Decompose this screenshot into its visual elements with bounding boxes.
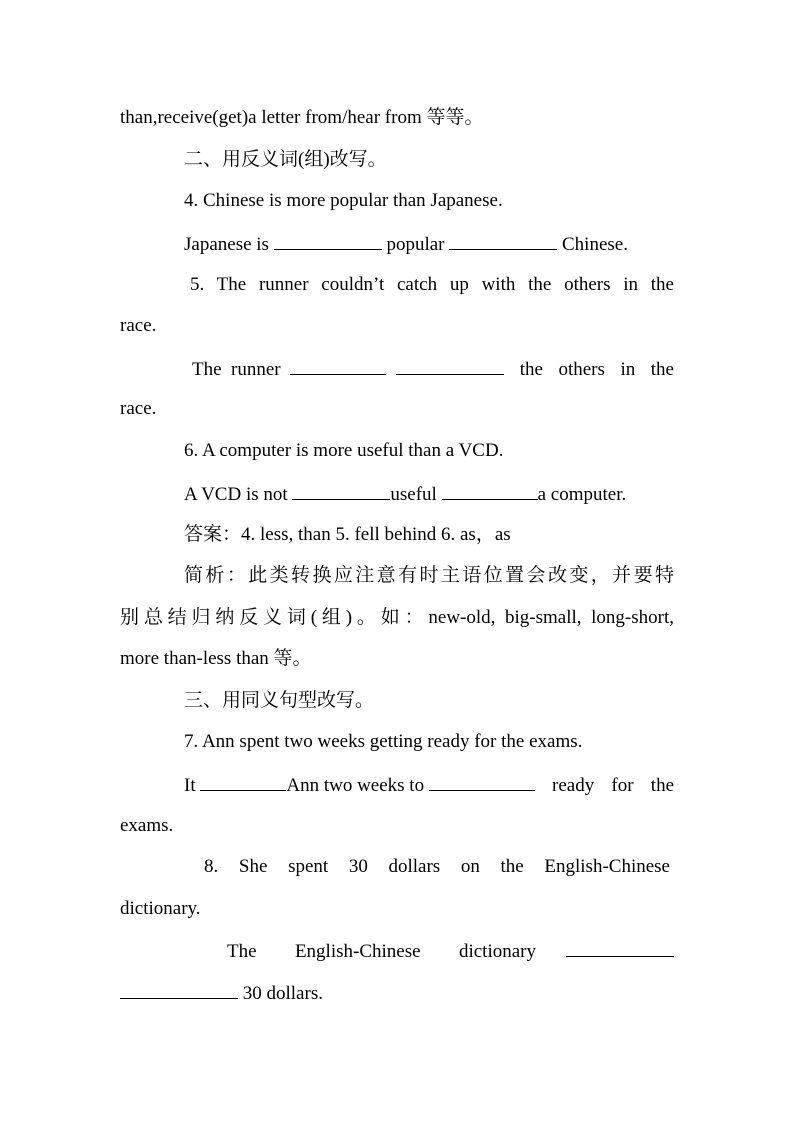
q7-text-c: ready for the	[534, 775, 674, 796]
question-5-rewrite	[192, 356, 674, 382]
text-line-intro: than,receive(get)a letter from/hear from 等等。	[120, 107, 484, 128]
section-heading-antonyms: 二、用反义词(组)改写。	[184, 149, 387, 170]
question-7-rewrite-cont: exams.	[120, 815, 174, 836]
q8-text-a: The English-Chinese dictionary	[227, 941, 536, 962]
question-5-original-cont: race.	[120, 315, 157, 336]
question-4-original: 4. Chinese is more popular than Japanese.	[184, 190, 503, 211]
analysis-line-3: more than-less than 等。	[120, 648, 312, 669]
answer-blank[interactable]	[200, 772, 286, 791]
question-8-original-cont: dictionary.	[120, 898, 201, 919]
section-heading-synonyms: 三、用同义句型改写。	[184, 690, 375, 711]
question-8-rewrite-cont	[120, 980, 674, 1006]
analysis-line-1: 简析：此类转换应注意有时主语位置会改变，并要特	[184, 565, 674, 586]
answer-blank[interactable]	[290, 356, 386, 375]
question-7-rewrite	[184, 772, 674, 798]
q5-text-a: The runner	[192, 359, 291, 380]
q7-text-b: Ann two weeks to	[286, 775, 429, 796]
question-5-rewrite-cont: race.	[120, 398, 157, 419]
question-8-original: 8. She spent 30 dollars on the English-Chinese	[204, 856, 670, 877]
q4-text-a: Japanese is	[184, 234, 274, 255]
question-7-original: 7. Ann spent two weeks getting ready for the exams.	[184, 731, 583, 752]
answer-blank[interactable]	[429, 772, 535, 791]
q7-text-a: It	[184, 775, 201, 796]
q6-text-c: a computer.	[537, 484, 627, 505]
answer-blank[interactable]	[566, 938, 674, 957]
q4-text-b: popular	[381, 234, 450, 255]
answer-blank[interactable]	[120, 980, 238, 999]
answer-blank[interactable]	[442, 481, 538, 500]
q6-text-a: A VCD is not	[184, 484, 293, 505]
analysis-line-2: 别总结归纳反义词(组)。如：new-old, big-small, long-short,	[120, 607, 674, 628]
answer-blank[interactable]	[292, 481, 390, 500]
question-4-rewrite	[184, 231, 674, 257]
q8-text-b: 30 dollars.	[238, 983, 323, 1004]
question-8-rewrite	[227, 938, 674, 964]
q5-text-c: the others in the	[504, 359, 674, 380]
answer-line: 答案：4. less, than 5. fell behind 6. as，as	[184, 524, 511, 545]
question-5-original: 5. The runner couldn’t catch up with the others in the	[190, 274, 674, 295]
question-6-original: 6. A computer is more useful than a VCD.	[184, 440, 504, 461]
answer-blank[interactable]	[449, 231, 557, 250]
q4-text-c: Chinese.	[557, 234, 628, 255]
answer-blank[interactable]	[274, 231, 382, 250]
q6-text-b: useful	[390, 484, 442, 505]
answer-blank[interactable]	[396, 356, 504, 375]
question-6-rewrite	[184, 481, 674, 507]
